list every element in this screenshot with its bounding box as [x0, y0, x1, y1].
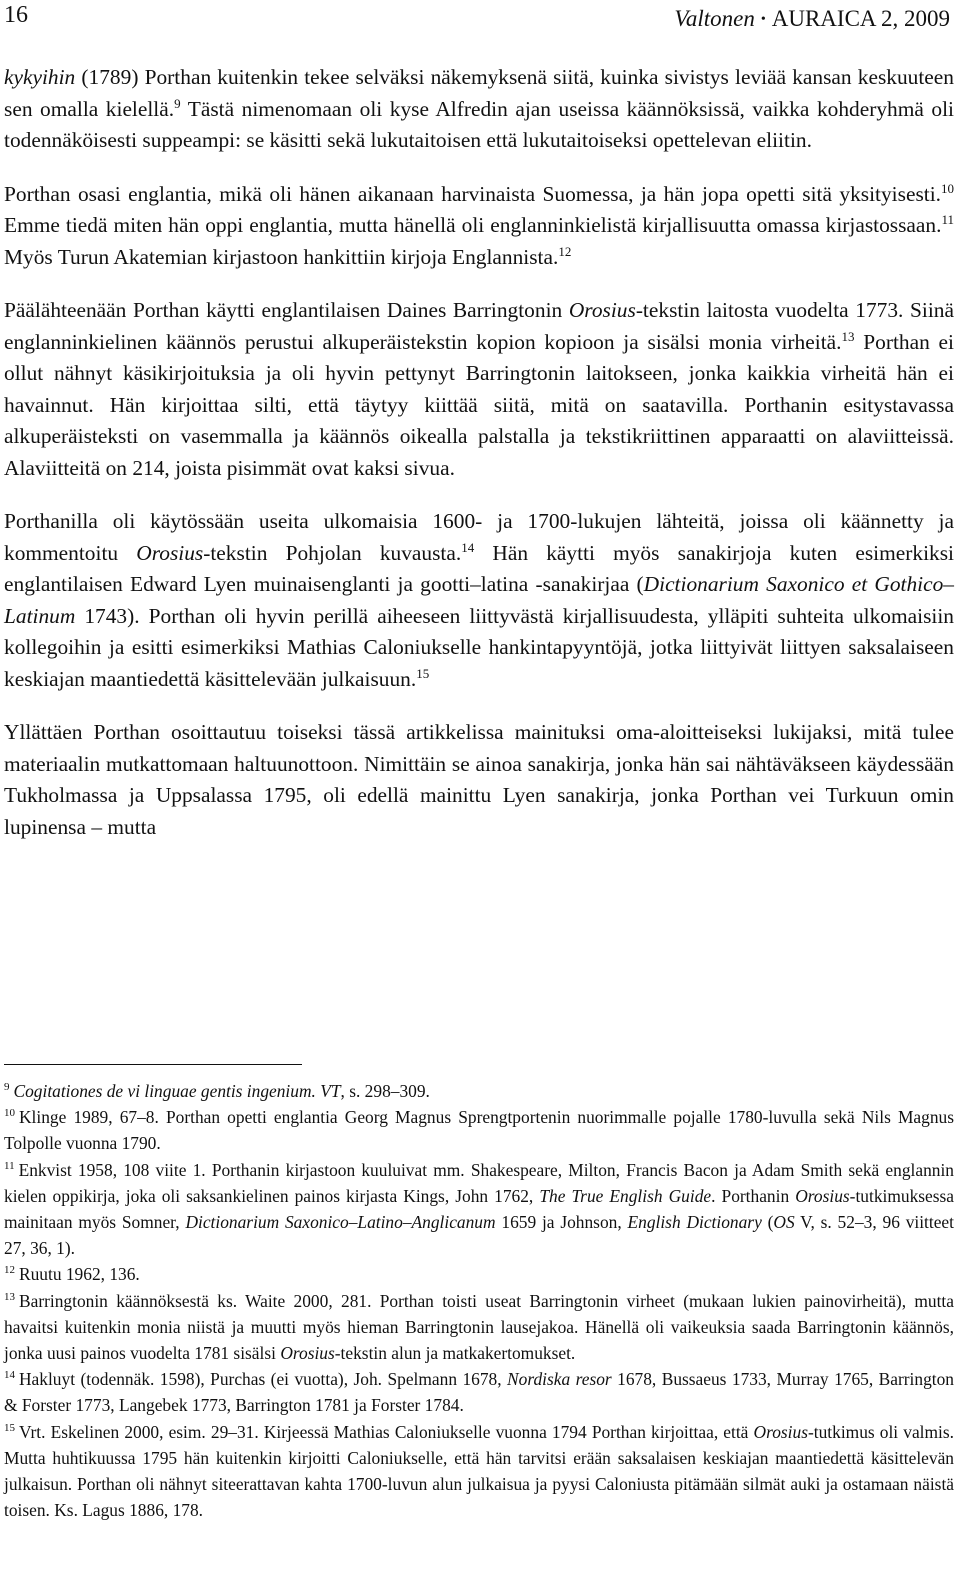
footnote-ref-13[interactable]: 13 [841, 328, 855, 344]
running-head [674, 6, 950, 32]
footnote-ref-11[interactable]: 11 [941, 212, 954, 227]
paragraph-4: Porthanilla oli käytössään useita ulkomaisia 1600- ja 1700-lukujen lähteitä, joissa oli käännetty ja kommentoitu Orosius-tekstin Pohjolan kuvausta.$^{14}$ Hän käytti myös sanakirjoja kuten esimerkiksi englantilaisen Edward Lyen muinaisenglanti ja gootti–latina -sanakirjaa (Dictionarium Saxonico et Gothico–Latinum 1743). Porthan oli hyvin perillä aiheeseen liittyvästä kirjallisuudesta, ylläpiti suhteita ulkomaisiin kollegoihin ja esitti esimerkiksi Mathias Caloniukselle hankintapyyntöjä, jotka liittyivät liittyen saksalaiseen keskiajan maantiedettä käsittelevään julkaisuun.$^{15}$ [4, 509, 955, 691]
paragraph-1: kykyihin (1789) Porthan kuitenkin tekee selväksi näkemyksenä siitä, kuinka sivistys leviää kansan keskuuteen sen omalla kielellä.$^9$ Tästä nimenomaan oli kyse Alfredin ajan useissa käännöksissä, vaikka kohderyhmä oli todennäköisesti suppeampi: se käsitti sekä lukutaitoisen että lukutaitoiseksi opettelevan eliitin. [4, 65, 954, 152]
footnote-number: 9 [4, 1081, 10, 1093]
footnote-10: $^{10}$ Klinge 1989, 67–8. Porthan opetti englantia Georg Magnus Sprengtportenin nuorimmalle pojalle 1780-luvulla sekä Nils Magnus Tolpolle vuonna 1790. [4, 1107, 954, 1154]
footnote-number: 11 [4, 1159, 15, 1172]
footnote-13: $^{13}$ Barringtonin käännöksestä ks. Waite 2000, 281. Porthan toisti useat Barringtonin virheet (mukaan lukien painovirheitä), mutta havaitsi kuitenkin monia niistä ja muutti myös hieman Barringtonin lausejakoa. Hänellä oli vaikeuksia saada Barringtonin käännös, jonka uusi painos vuodelta 1781 sisälsi Orosius-tekstin alun ja matkakertomukset. [4, 1290, 954, 1364]
body-text [4, 62, 954, 865]
footnote-9: $^9$ Cogitationes de vi linguae gentis ingenium. VT, s. 298–309. [4, 1081, 430, 1101]
footnote-number: 14 [4, 1369, 15, 1382]
footnote-ref-14[interactable]: 14 [461, 539, 475, 555]
footnote-ref-12[interactable]: 12 [558, 243, 572, 259]
bullet-separator: • [760, 12, 766, 27]
footnote-11: $^{11}$ Enkvist 1958, 108 viite 1. Porthanin kirjastoon kuuluivat mm. Shakespeare, Milton, Francis Bacon ja Adam Smith sekä englannin kielen oppikirja, joka oli saksankielinen painos kirjasta Kings, John 1762, The True English Guide. Porthanin Orosius-tutkimuksessa mainitaan myös Somner, Dictionarium Saxonico–Latino–Anglicanum 1659 ja Johnson, English Dictionary (OS V, s. 52–3, 96 viitteet 27, 36, 1). [4, 1159, 955, 1259]
italic-title: Orosius [136, 540, 204, 565]
footnote-number: 15 [4, 1421, 15, 1434]
footnote-15: $^{15}$ Vrt. Eskelinen 2000, esim. 29–31. Kirjeessä Mathias Caloniukselle vuonna 1794 Porthan kirjoittaa, että Orosius-tutkimus oli valmis. Mutta huhtikuussa 1795 hän kuitenkin kirjoitti Caloniukselle, että hän tarvitsi erään saksalaisen keskiajan maantiedettä käsittelevän julkaisun. Porthan oli nähnyt siteerattavan kahta 1700-luvun alun julkaisua ja pyysi Caloniusta pitämään silmät auki ja ostamaan näistä toisen. Ks. Lagus 1886, 178. [4, 1421, 954, 1521]
running-head-journal: AURAICA 2, 2009 [771, 6, 950, 31]
paragraph-2: Porthan osasi englantia, mikä oli hänen aikanaan harvinaista Suomessa, ja hän jopa opetti sitä yksityisesti.$^{10}$ Emme tiedä miten hän oppi englantia, mutta hänellä oli englanninkielistä kirjallisuutta omassa kirjastossaan.$^{11}$ Myös Turun Akatemian kirjastoon hankittiin kirjoja Englannista.$^{12}$ [4, 180, 954, 269]
italic-title: Dictionarium Saxonico et Gothico–Latinum [4, 572, 955, 628]
italic-term: kykyihin [4, 65, 76, 89]
footnote-ref-15[interactable]: 15 [416, 665, 430, 681]
footnote-ref-10[interactable]: 10 [941, 180, 954, 196]
footnote-14: $^{14}$ Hakluyt (todennäk. 1598), Purchas (ei vuotta), Joh. Spelmann 1678, Nordiska resor 1678, Bussaeus 1733, Murray 1765, Barrington & Forster 1773, Langebek 1773, Barrington 1781 ja Forster 1784. [4, 1369, 954, 1416]
running-header [4, 2, 950, 34]
footnotes [4, 1078, 954, 1523]
footnote-number: 10 [4, 1107, 15, 1120]
footnote-ref-9[interactable]: 9 [174, 95, 181, 111]
paragraph-3: Päälähteenään Porthan käytti englantilaisen Daines Barringtonin Orosius-tekstin laitosta vuodelta 1773. Siinä englanninkielinen käännös perustui alkuperäistekstin kopion kopioon ja sisälsi monia virheitä.$^{13}$ Porthan ei ollut nähnyt käsikirjoituksia ja oli hyvin pettynyt Barringtonin laitokseen, jonka kaikkia virheitä hän ei havainnut. Hän kirjoittaa silti, että täytyy kiittää siitä, mitä on saatavilla. Porthanin esitystavassa alkuperäisteksti on vasemmalla ja käännös oikealla palstalla ja tekstikriittinen apparaatti on alaviitteissä. Alaviitteitä on 214, joista pisimmät ovat kaksi sivua. [4, 298, 955, 480]
footnote-number: 12 [4, 1264, 15, 1277]
page-number: 16 [4, 2, 28, 28]
footnote-divider [4, 1064, 302, 1065]
running-head-author: Valtonen [674, 6, 755, 31]
footnote-number: 13 [4, 1290, 15, 1303]
italic-title: Orosius [568, 298, 636, 322]
paragraph-5: Yllättäen Porthan osoittautuu toiseksi tässä artikkelissa mainituksi oma-aloitteiseksi lukijaksi, mitä tulee materiaalin mutkattomaan haltuunottoon. Nimittäin se ainoa sanakirja, jonka hän sai nähtäväkseen käydessään Tukholmassa ja Uppsalassa 1795, oli edellä mainittu Lyen sanakirja, jonka Porthan vei Turkuun omin lupinensa – mutta [4, 720, 954, 839]
footnote-12: $^{12}$ Ruutu 1962, 136. [4, 1264, 140, 1285]
